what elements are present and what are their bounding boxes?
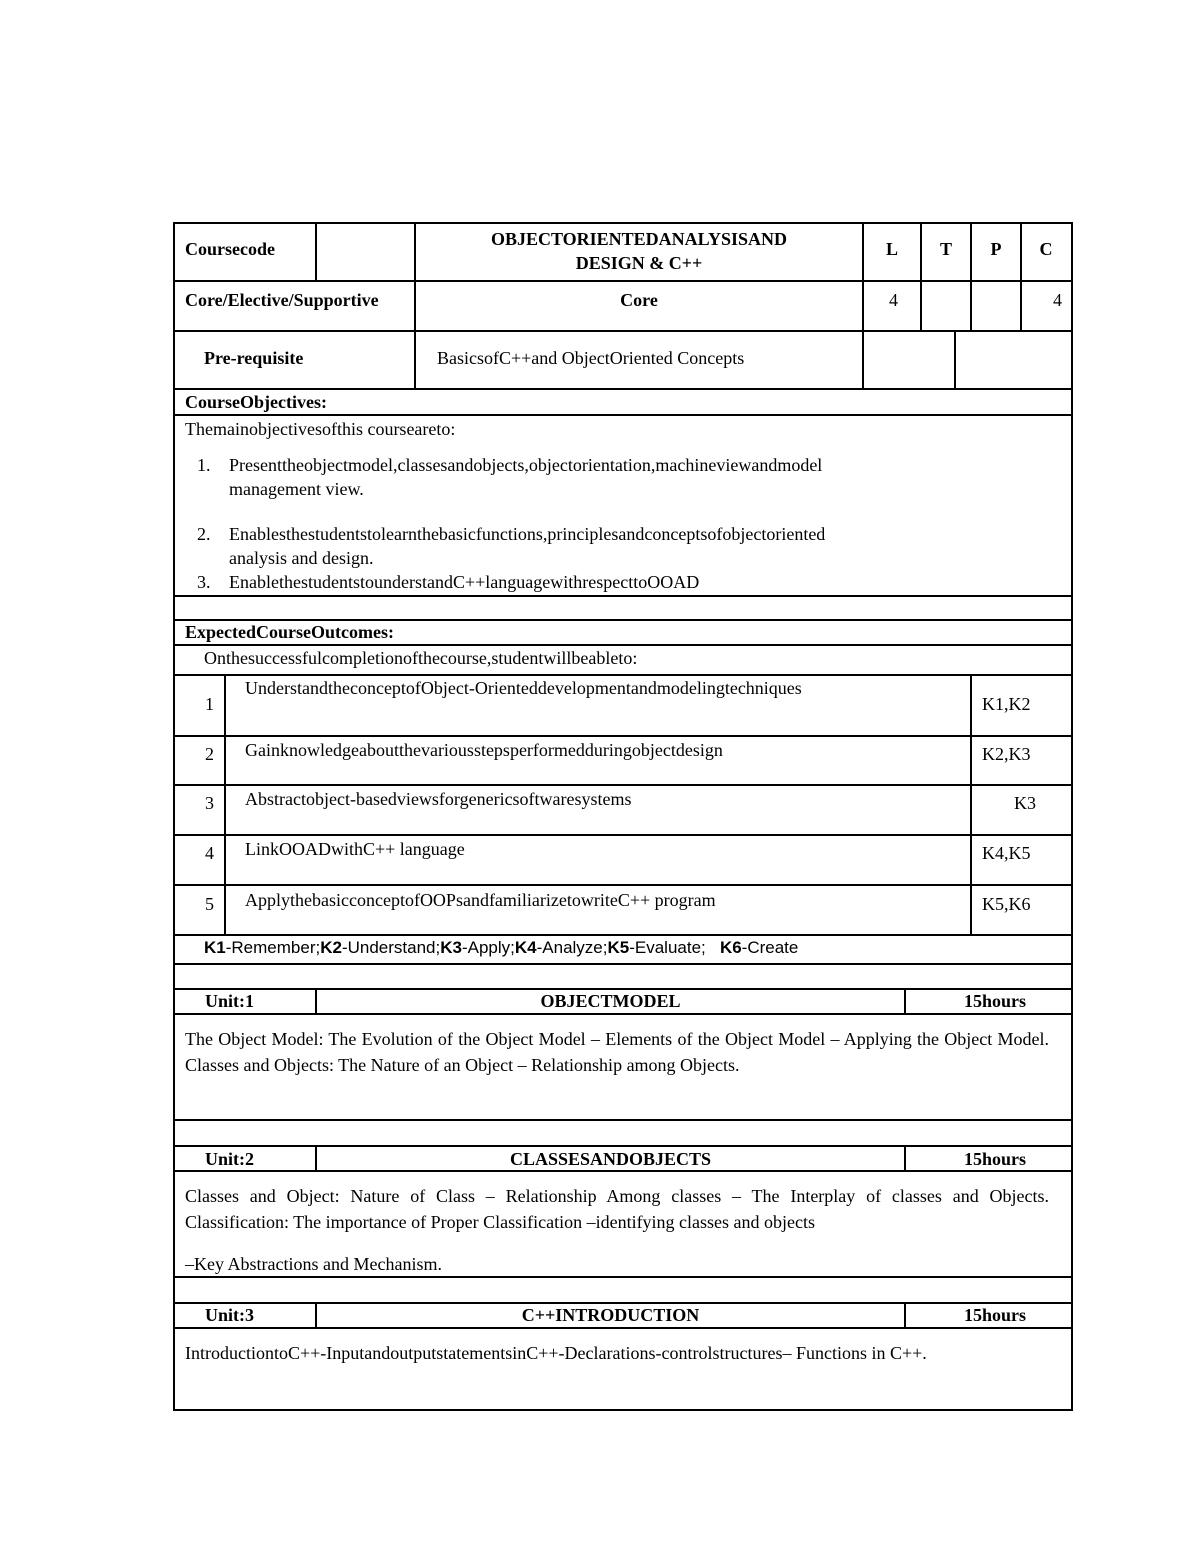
ltpc-value-l: 4	[889, 290, 898, 310]
legend-desc: -Evaluate;	[629, 938, 706, 957]
objective-2-line2: analysis and design.	[229, 548, 374, 568]
legend-desc: -Remember;	[225, 938, 321, 957]
divider	[173, 963, 1073, 965]
objective-1-line1: Presenttheobjectmodel,classesandobjects,objectorientation,machineviewandmodel	[229, 455, 823, 475]
unit-3-title: C++INTRODUCTION	[521, 1305, 700, 1325]
outcome-5-text: ApplythebasicconceptofOOPsandfamiliarizetowriteC++ program	[245, 890, 716, 910]
legend-code: K6	[719, 938, 742, 957]
outcome-1-number: 1	[205, 694, 214, 714]
divider	[173, 330, 1073, 332]
syllabus-table	[173, 222, 1073, 1411]
legend-desc: -Analyze;	[536, 938, 608, 957]
unit-2-content-continued: –Key Abstractions and Mechanism.	[185, 1254, 442, 1274]
outcome-3-level: K3	[1014, 793, 1036, 813]
unit-1-hours: 15hours	[964, 991, 1027, 1011]
category-value: Core	[620, 290, 658, 310]
divider	[954, 332, 956, 390]
divider	[904, 1302, 906, 1328]
divider	[173, 414, 1073, 416]
divider	[173, 1013, 1073, 1015]
unit-3-content: IntroductiontoC++-InputandoutputstatementsinC++-Declarations-controlstructures– Functions in C++.	[185, 1343, 927, 1363]
objectives-heading: CourseObjectives:	[185, 392, 327, 412]
outcome-2-level: K2,K3	[982, 744, 1031, 764]
ltpc-value-c: 4	[1053, 290, 1062, 310]
ltpc-label-c: C	[1039, 239, 1053, 259]
outcome-1-text: UnderstandtheconceptofObject-Orienteddevelopmentandmodelingtechniques	[245, 678, 802, 698]
category-label: Core/Elective/Supportive	[185, 290, 379, 310]
legend-code: K3	[440, 938, 462, 957]
unit-2-label: Unit:2	[205, 1149, 254, 1169]
divider	[173, 735, 1073, 737]
legend-code: K2	[320, 938, 342, 957]
outcome-1-level: K1,K2	[982, 694, 1031, 714]
outcomes-heading: ExpectedCourseOutcomes:	[185, 622, 394, 642]
objective-2-number: 2.	[197, 524, 211, 544]
unit-2-content: Classes and Object: Nature of Class – Relationship Among classes – The Interplay of classes and Objects. Classification: The importance of Proper Classification –identifying classes and objects	[185, 1186, 1049, 1232]
legend-desc: -Understand;	[341, 938, 441, 957]
legend-code: K4	[514, 938, 537, 957]
unit-2-title: CLASSESANDOBJECTS	[509, 1149, 712, 1169]
divider	[173, 595, 1073, 597]
unit-2-hours: 15hours	[964, 1149, 1027, 1169]
knowledge-level-legend	[204, 936, 798, 960]
ltpc-label-p: P	[990, 239, 1002, 259]
unit-1-content: The Object Model: The Evolution of the Object Model – Elements of the Object Model – Applying the Object Model. Classes and Objects: The Nature of an Object – Relationship among Objects.	[185, 1029, 1049, 1075]
objective-3-number: 3.	[197, 572, 211, 592]
legend-code: K5	[607, 938, 630, 957]
unit-3-label: Unit:3	[205, 1305, 254, 1325]
divider	[173, 834, 1073, 836]
unit-3-hours: 15hours	[964, 1305, 1027, 1325]
outcome-2-number: 2	[205, 744, 214, 764]
objectives-intro: Themainobjectivesofthis courseareto:	[185, 419, 456, 439]
objective-3-line1: EnablethestudentstounderstandC++languagewithrespecttoOOAD	[229, 572, 700, 592]
divider	[904, 1145, 906, 1171]
course-title-line1: OBJECTORIENTEDANALYSISAND	[490, 229, 788, 249]
outcomes-intro: Onthesuccessfulcompletionofthecourse,studentwillbeableto:	[204, 648, 638, 668]
course-code-label: Coursecode	[185, 239, 275, 259]
course-title-line2: DESIGN & C++	[575, 253, 703, 273]
outcome-4-number: 4	[205, 843, 214, 863]
objective-1-line2: management view.	[229, 479, 364, 499]
divider	[173, 884, 1073, 886]
outcome-4-text: LinkOOADwithC++ language	[245, 839, 465, 859]
divider	[970, 674, 972, 934]
outcome-5-number: 5	[205, 894, 214, 914]
legend-code: K1	[204, 938, 226, 957]
prereq-value: BasicsofC++and ObjectOriented Concepts	[437, 348, 745, 368]
divider	[173, 1170, 1073, 1172]
outcome-3-number: 3	[205, 793, 214, 813]
divider	[173, 1327, 1073, 1329]
objective-2-line1: Enablesthestudentstolearnthebasicfunctions,principlesandconceptsofobjectoriented	[229, 524, 826, 544]
unit-1-label: Unit:1	[205, 991, 254, 1011]
outcome-4-level: K4,K5	[982, 843, 1031, 863]
unit-1-title: OBJECTMODEL	[540, 991, 681, 1011]
ltpc-label-l: L	[885, 239, 898, 259]
divider	[173, 1276, 1073, 1278]
legend-desc: -Apply;	[461, 938, 515, 957]
ltpc-label-t: T	[939, 239, 952, 259]
divider	[224, 674, 226, 934]
objective-1-number: 1.	[197, 455, 211, 475]
outcome-2-text: Gainknowledgeaboutthevariousstepsperformedduringobjectdesign	[245, 740, 723, 760]
divider	[315, 222, 317, 281]
divider	[173, 784, 1073, 786]
outcome-3-text: Abstractobject-basedviewsforgenericsoftwaresystems	[245, 789, 632, 809]
divider	[173, 280, 1073, 282]
prereq-label: Pre-requisite	[204, 348, 304, 368]
divider	[173, 1119, 1073, 1121]
outcome-5-level: K5,K6	[982, 894, 1031, 914]
legend-desc: -Create	[741, 938, 799, 957]
divider	[904, 988, 906, 1014]
